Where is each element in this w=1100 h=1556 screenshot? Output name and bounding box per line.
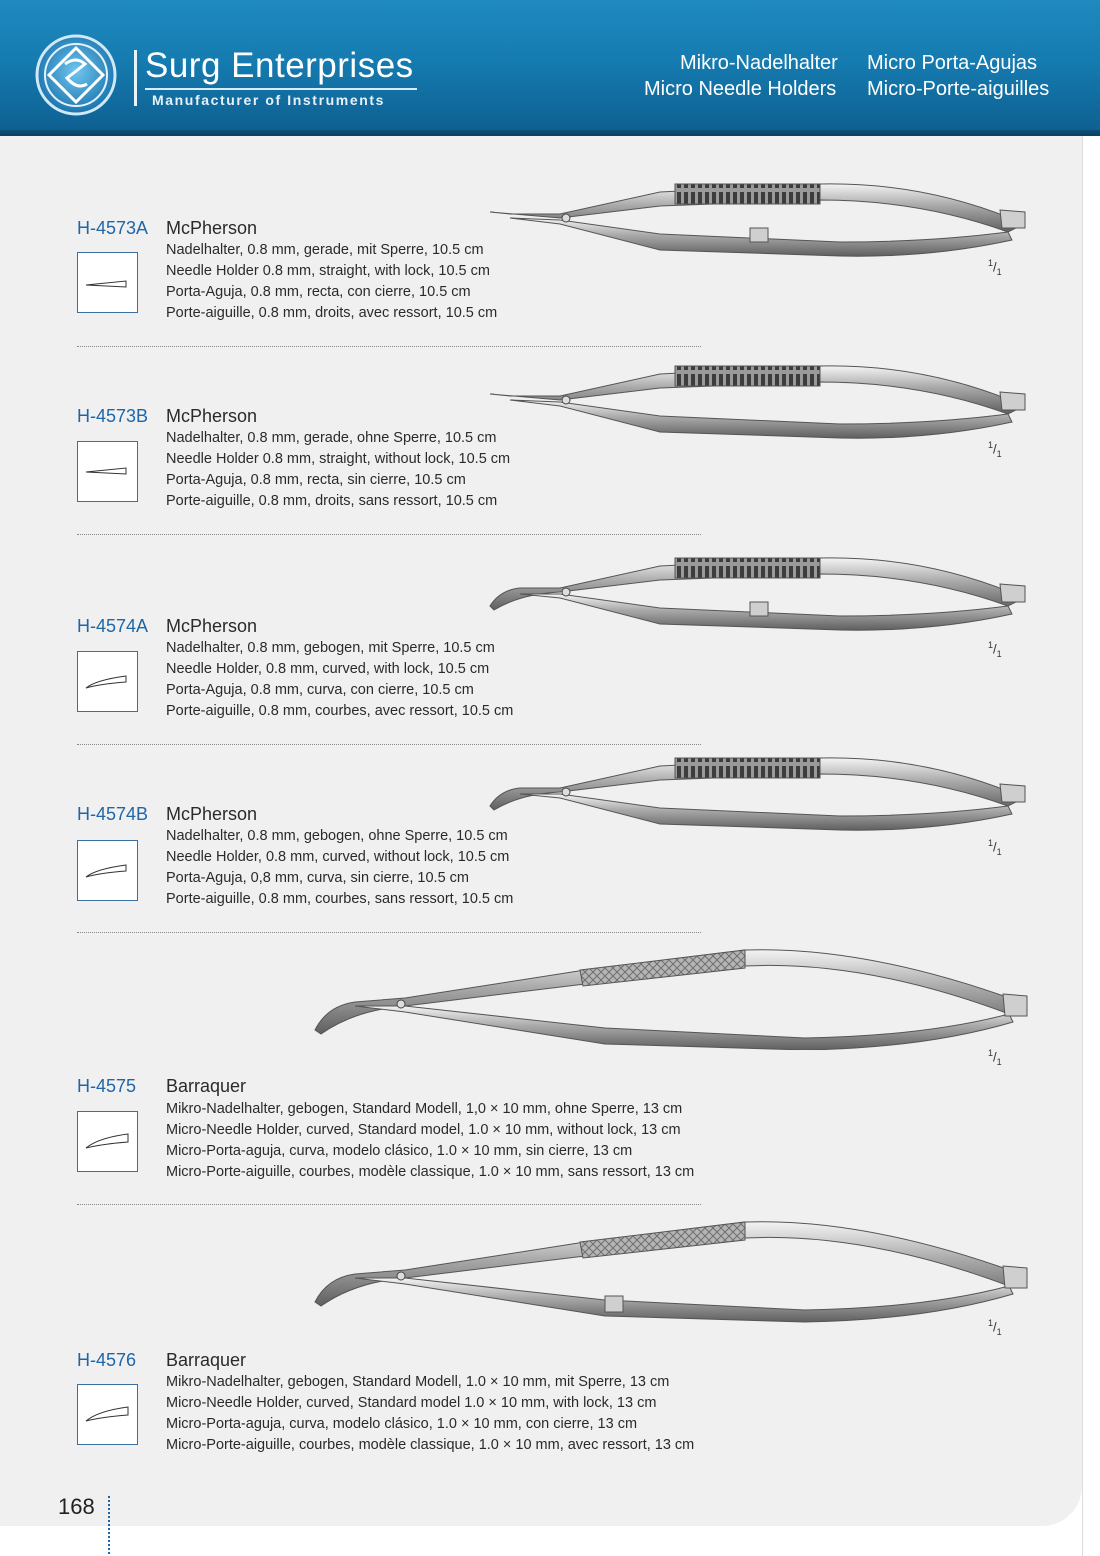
product-code: H-4575 [77, 1076, 137, 1096]
description-fr: Porte-aiguille, 0.8 mm, droits, sans ressort, 10.5 cm [166, 493, 498, 509]
description-de: Nadelhalter, 0.8 mm, gerade, ohne Sperre, 10.5 cm [166, 430, 497, 446]
product-code: H-4574A [77, 616, 149, 636]
page-number: 168 [58, 1494, 95, 1519]
product-description [166, 428, 510, 512]
product-code: H-4573A [77, 218, 149, 238]
instrument-image-h4576 [305, 1212, 1030, 1342]
tip-thumbnail [77, 252, 138, 313]
description-es: Porta-Aguja, 0.8 mm, recta, sin cierre, 10.5 cm [166, 472, 466, 488]
product-name: Barraquer [166, 1076, 247, 1096]
product-description [166, 638, 513, 722]
curved-tip-icon [78, 652, 137, 711]
description-fr: Porte-aiguille, 0.8 mm, droits, avec ressort, 10.5 cm [166, 305, 498, 321]
straight-tip-icon [78, 253, 137, 312]
brand-name: Surg Enterprises [145, 46, 414, 85]
page-number-divider [108, 1496, 110, 1554]
description-es: Porta-Aguja, 0,8 mm, curva, sin cierre, 10.5 cm [166, 870, 469, 886]
description-de: Nadelhalter, 0.8 mm, gerade, mit Sperre, 10.5 cm [166, 242, 484, 258]
brand-underline [145, 88, 417, 90]
description-de: Mikro-Nadelhalter, gebogen, Standard Modell, 1.0 × 10 mm, mit Sperre, 13 cm [166, 1374, 670, 1390]
product-name: McPherson [166, 406, 258, 426]
scale-label: $^1/_1$ [988, 1318, 1002, 1337]
product-name: Barraquer [166, 1350, 247, 1370]
product-code: H-4576 [77, 1350, 137, 1370]
section-divider [77, 1204, 701, 1205]
product-description [166, 1372, 694, 1456]
description-en: Needle Holder 0.8 mm, straight, without lock, 10.5 cm [166, 451, 511, 467]
instrument-image-h4573a [480, 170, 1030, 280]
product-description [166, 240, 497, 324]
section-divider [77, 346, 701, 347]
brand-tagline: Manufacturer of Instruments [152, 92, 385, 108]
company-logo-icon [35, 34, 117, 116]
description-es: Porta-Aguja, 0.8 mm, recta, con cierre, 10.5 cm [166, 284, 471, 300]
instrument-image-h4574b [480, 744, 1030, 854]
curved-tip-icon [78, 1112, 137, 1171]
straight-tip-icon [78, 442, 137, 501]
tip-thumbnail [77, 651, 138, 712]
tip-thumbnail [77, 441, 138, 502]
description-de: Nadelhalter, 0.8 mm, gebogen, mit Sperre, 10.5 cm [166, 640, 495, 656]
product-code: H-4574B [77, 804, 149, 824]
tip-thumbnail [77, 1111, 138, 1172]
product-name: McPherson [166, 616, 258, 636]
instrument-image-h4575 [305, 940, 1030, 1050]
description-en: Micro-Needle Holder, curved, Standard model 1.0 × 10 mm, with lock, 13 cm [166, 1395, 657, 1411]
description-de: Nadelhalter, 0.8 mm, gebogen, ohne Sperre, 10.5 cm [166, 828, 508, 844]
description-en: Needle Holder 0.8 mm, straight, with lock, 10.5 cm [166, 263, 490, 279]
description-en: Needle Holder, 0.8 mm, curved, with lock, 10.5 cm [166, 661, 490, 677]
description-fr: Porte-aiguille, 0.8 mm, courbes, avec ressort, 10.5 cm [166, 703, 514, 719]
page-header [0, 0, 1100, 136]
product-name: McPherson [166, 218, 258, 238]
scale-label: $^1/_1$ [988, 640, 1002, 659]
tip-thumbnail [77, 840, 138, 901]
description-es: Micro-Porta-aguja, curva, modelo clásico, 1.0 × 10 mm, con cierre, 13 cm [166, 1416, 638, 1432]
product-description [166, 826, 513, 910]
product-description [166, 1099, 694, 1183]
description-en: Needle Holder, 0.8 mm, curved, without lock, 10.5 cm [166, 849, 510, 865]
description-fr: Micro-Porte-aiguille, courbes, modèle classique, 1.0 × 10 mm, avec ressort, 13 cm [166, 1437, 695, 1453]
title-es: Micro Porta-Agujas [867, 52, 1038, 74]
title-en: Micro Needle Holders [644, 78, 837, 100]
section-divider [77, 932, 701, 933]
product-name: McPherson [166, 804, 258, 824]
description-de: Mikro-Nadelhalter, gebogen, Standard Modell, 1,0 × 10 mm, ohne Sperre, 13 cm [166, 1101, 683, 1117]
description-en: Micro-Needle Holder, curved, Standard model, 1.0 × 10 mm, without lock, 13 cm [166, 1122, 681, 1138]
product-code: H-4573B [77, 406, 149, 426]
instrument-image-h4573b [480, 352, 1030, 462]
description-es: Micro-Porta-aguja, curva, modelo clásico, 1.0 × 10 mm, sin cierre, 13 cm [166, 1143, 633, 1159]
scale-label: $^1/_1$ [988, 258, 1002, 277]
scale-label: $^1/_1$ [988, 440, 1002, 459]
brand-divider [134, 50, 137, 106]
scale-label: $^1/_1$ [988, 1048, 1002, 1067]
title-fr: Micro-Porte-aiguilles [867, 78, 1050, 100]
description-fr: Micro-Porte-aiguille, courbes, modèle classique, 1.0 × 10 mm, sans ressort, 13 cm [166, 1164, 695, 1180]
title-de: Mikro-Nadelhalter [680, 52, 838, 74]
page-edge [1082, 136, 1100, 1556]
description-fr: Porte-aiguille, 0.8 mm, courbes, sans ressort, 10.5 cm [166, 891, 514, 907]
scale-label: $^1/_1$ [988, 838, 1002, 857]
section-divider [77, 534, 701, 535]
tip-thumbnail [77, 1384, 138, 1445]
curved-tip-icon [78, 841, 137, 900]
curved-tip-icon [78, 1385, 137, 1444]
instrument-image-h4574a [480, 544, 1030, 654]
description-es: Porta-Aguja, 0.8 mm, curva, con cierre, 10.5 cm [166, 682, 474, 698]
section-divider [77, 744, 701, 745]
